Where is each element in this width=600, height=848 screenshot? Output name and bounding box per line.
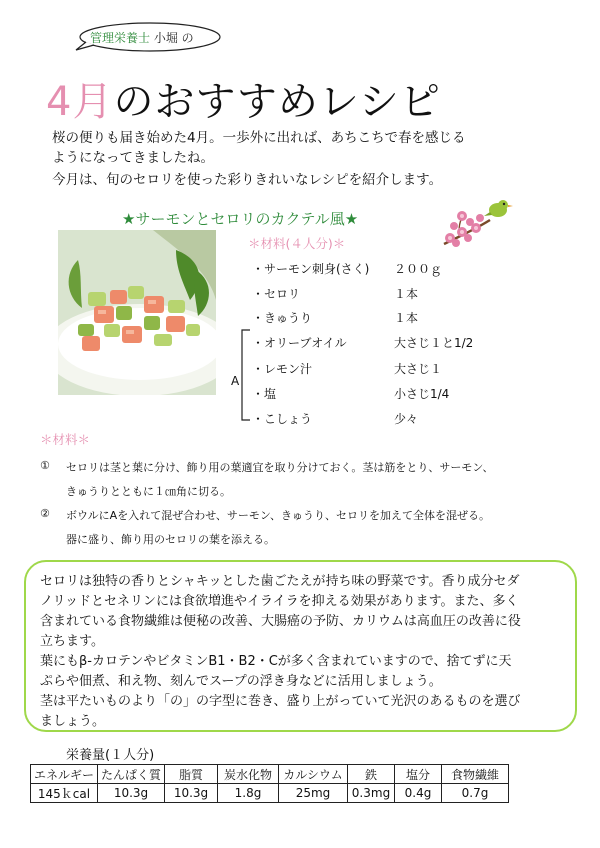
info-line: 茎は平たいものより「の」の字型に巻き、盛り上がっていて光沢のあるものを選び [40, 694, 521, 709]
nutrition-header-row [31, 765, 509, 784]
info-line: 立ちます。 [40, 634, 104, 649]
nutrition-value-cell: 10.3g [165, 784, 218, 803]
step-number: ② [40, 507, 50, 520]
info-line: 葉にもβ-カロテンやビタミンB1・B2・Cが多く含まれていますので、捨てずに天 [40, 654, 512, 669]
nutrition-header-cell: 脂質 [165, 765, 218, 784]
step-number: ① [40, 459, 50, 472]
group-ingredient-name: ・こしょう [252, 412, 313, 426]
page-title [46, 70, 441, 127]
salmon-celery-photo-icon [58, 230, 216, 395]
ingredient-name: ・サーモン刺身(さく) [252, 262, 370, 276]
nutrition-header-cell: 炭水化物 [218, 765, 279, 784]
nutrition-value-cell: 0.4g [395, 784, 442, 803]
ingredient-amount: １本 [394, 287, 419, 301]
nutrition-header-cell: エネルギー [31, 765, 98, 784]
ingredient-amount: ２００ｇ [394, 262, 443, 276]
info-line: ノリッドとセネリンには食欲増進やイライラを抑える効果があります。また、多く [40, 594, 519, 609]
group-ingredient-name: ・塩 [252, 387, 277, 401]
nutrition-header-cell: カルシウム [279, 765, 348, 784]
info-line: ましょう。 [40, 714, 106, 729]
bubble-text [90, 29, 194, 46]
group-ingredient-name: ・オリーブオイル [252, 336, 347, 350]
ingredients-heading: ＊材料(４人分)＊ [248, 236, 346, 251]
nutrition-value-cell: 1.8g [218, 784, 279, 803]
info-line: セロリは独特の香りとシャキッとした歯ごたえが持ち味の野菜です。香り成分セダ [40, 574, 520, 589]
nutrition-header-cell: 鉄 [348, 765, 395, 784]
intro-line-2: ようになってきましたね。 [52, 150, 214, 166]
step-text: きゅうりとともに１㎝角に切る。 [66, 485, 231, 498]
group-ingredient-amount: 小さじ1/4 [394, 387, 450, 401]
nutrition-value-cell: 0.7g [442, 784, 509, 803]
nutrition-header-cell: 塩分 [395, 765, 442, 784]
author-bubble [72, 20, 222, 54]
intro-line-1: 桜の便りも届き始めた4月。一歩外に出れば、あちこちで春を感じる [52, 130, 466, 146]
group-bracket-icon [240, 328, 252, 422]
group-ingredient-amount: 大さじ１と1/2 [394, 336, 474, 350]
info-line: 含まれている食物繊維は便秘の改善、大腸癌の予防、カリウムは高血圧の改善に役 [40, 614, 521, 629]
nutrition-header-cell: たんぱく質 [98, 765, 165, 784]
title-month: 4月 [46, 79, 114, 125]
nutrition-value-cell: 10.3g [98, 784, 165, 803]
nutrition-value-row [31, 784, 509, 803]
cherry-blossom-bird-icon [440, 196, 516, 250]
group-label: A [231, 374, 240, 388]
step-text: セロリは茎と葉に分け、飾り用の葉適宜を取り分けておく。茎は筋をとり、サーモン、 [66, 461, 494, 474]
intro-line-3: 今月は、旬のセロリを使った彩りきれいなレシピを紹介します。 [52, 172, 443, 188]
info-line: ぷらや佃煮、和え物、刻んでスープの浮き身などに活用しましょう。 [40, 674, 442, 689]
step-text: 器に盛り、飾り用のセロリの葉を添える。 [66, 533, 275, 546]
ingredient-name: ・きゅうり [252, 311, 313, 325]
nutrition-table [30, 764, 509, 803]
group-ingredient-amount: 少々 [394, 412, 419, 426]
nutrition-heading: 栄養量(１人分) [66, 748, 155, 763]
ingredient-name: ・セロリ [252, 287, 301, 301]
group-ingredient-amount: 大さじ１ [394, 362, 443, 376]
nutrition-value-cell: 0.3mg [348, 784, 395, 803]
group-ingredient-name: ・レモン汁 [252, 362, 313, 376]
recipe-title: ★サーモンとセロリのカクテル風★ [122, 210, 359, 228]
nutrition-header-cell: 食物繊維 [442, 765, 509, 784]
steps-heading: ＊材料＊ [40, 432, 91, 447]
nutrition-value-cell: 145ｋcal [31, 784, 98, 803]
author-name: 小堀 の [153, 31, 194, 45]
title-rest: のおすすめレシピ [113, 79, 441, 125]
author-role: 管理栄養士 [90, 31, 151, 45]
ingredient-amount: １本 [394, 311, 419, 325]
nutrition-value-cell: 25mg [279, 784, 348, 803]
step-text: ボウルにAを入れて混ぜ合わせ、サーモン、きゅうり、セロリを加えて全体を混ぜる。 [66, 509, 490, 522]
